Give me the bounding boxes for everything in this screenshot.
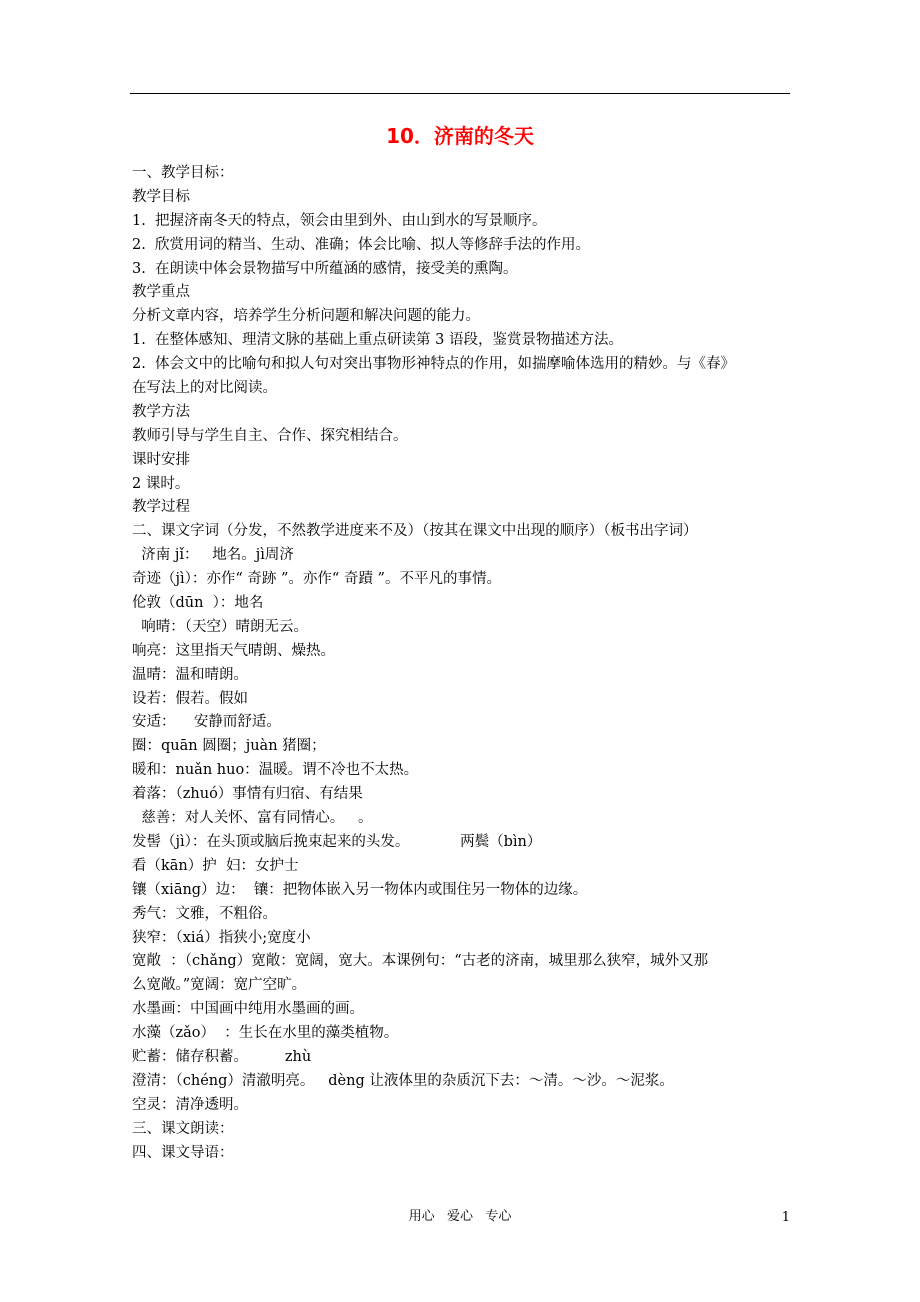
objective-item: 3. 在朗读中体会景物描写中所蕴涵的感情，接受美的熏陶。 [132,260,518,277]
schedule-text: 2 课时。 [132,475,190,492]
vocab-entry: 设若：假若。假如 [132,690,248,707]
subheading-process: 教学过程 [132,499,190,516]
vocab-entry: 响亮：这里指天气晴朗、燥热。 [132,642,335,659]
objective-item: 1. 把握济南冬天的特点，领会由里到外、由山到水的写景顺序。 [132,212,547,229]
section-heading-reading: 三、课文朗读： [132,1120,234,1137]
vocab-entry: 水墨画：中国画中纯用水墨画的画。 [132,1001,364,1018]
subheading-schedule: 课时安排 [132,451,190,468]
key-point-item: 2. 体会文中的比喻句和拟人句对突出事物形神特点的作用，如揣摩喻体选用的精妙。与《春》 [132,356,736,373]
document-title: 10．济南的冬天 [386,124,534,148]
vocab-entry: 慈善：对人关怀、富有同情心。 。 [132,810,373,827]
section-heading-vocabulary: 二、课文字词（分发，不然教学进度来不及）（按其在课文中出现的顺序）（板书出字词） [132,523,698,540]
key-point-item-continued: 在写法上的对比阅读。 [132,380,277,397]
vocab-entry: 水藻（zǎo） ：生长在水里的藻类植物。 [132,1025,399,1042]
key-point-text: 分析文章内容，培养学生分析问题和解决问题的能力。 [132,308,480,325]
vocab-entry: 宽敞 ：（chǎng）宽敞：宽阔，宽大。本课例句：“古老的济南，城里那么狭窄，城外又那 [132,953,709,970]
objective-item: 2. 欣赏用词的精当、生动、准确；体会比喻、拟人等修辞手法的作用。 [132,236,591,253]
vocab-entry-continued: 么宽敞。”宽阔：宽广空旷。 [132,977,307,994]
vocab-entry: 秀气：文雅，不粗俗。 [132,905,277,922]
vocab-entry: 圈：quān 圆圈；juàn 猪圈； [132,738,326,755]
vocab-entry: 奇迹（jì）：亦作“ 奇跡 ”。亦作“ 奇蹟 ”。不平凡的事情。 [132,571,501,588]
vocab-entry: 伦敦（dūn ）：地名 [132,595,264,612]
section-heading-introduction: 四、课文导语： [132,1144,234,1161]
subheading-key-points: 教学重点 [132,284,190,301]
vocab-entry: 空灵：清净透明。 [132,1096,248,1113]
vocab-entry: 看（kān）护 妇：女护士 [132,857,299,874]
vocab-entry: 响晴：（天空）晴朗无云。 [132,618,308,635]
header-rule [130,93,790,94]
vocab-entry: 澄清：（chéng）清澈明亮。 dèng 让液体里的杂质沉下去：～清。～沙。～泥浆。 [132,1072,674,1089]
vocab-entry: 镶（xiāng）边： 镶：把物体嵌入另一物体内或围住另一物体的边缘。 [132,881,588,898]
vocab-entry: 暖和：nuǎn huo：温暖。谓不冷也不太热。 [132,762,419,779]
page-number: 1 [781,1210,790,1225]
vocab-entry: 温晴：温和晴朗。 [132,666,248,683]
vocab-entry: 发髻（jì）：在头顶或脑后挽束起来的头发。 两鬓（bìn） [132,833,542,850]
document-body [132,162,796,1165]
vocab-entry: 济南 jǐ： 地名。jì周济 [132,547,294,564]
footer-motto: 用心 爱心 专心 [408,1209,512,1224]
subheading-methods: 教学方法 [132,403,190,420]
section-heading-objectives: 一、教学目标： [132,165,234,181]
vocab-entry: 狭窄：（xiá）指狭小;宽度小 [132,929,311,946]
vocab-entry: 着落：（zhuó）事情有归宿、有结果 [132,786,363,803]
key-point-item: 1. 在整体感知、理清文脉的基础上重点研读第 3 语段，鉴赏景物描述方法。 [132,332,623,349]
methods-text: 教师引导与学生自主、合作、探究相结合。 [132,427,408,444]
subheading-objectives: 教学目标 [132,188,190,205]
vocab-entry: 贮蓄：储存积蓄。 zhù [132,1048,312,1065]
vocab-entry: 安适： 安静而舒适。 [132,714,281,731]
